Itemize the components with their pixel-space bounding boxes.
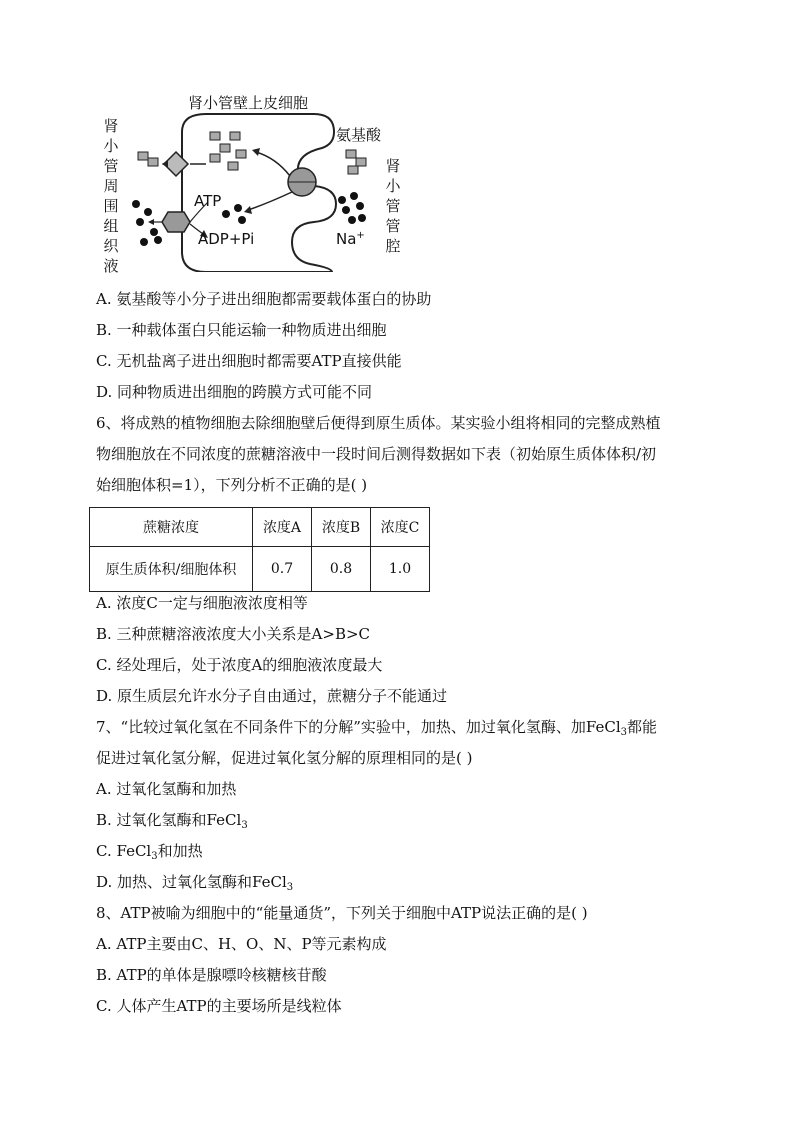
right-vertical-label: 肾小管管腔	[385, 157, 401, 255]
table-cell: 0.7	[253, 547, 312, 592]
q8-stem: 8、ATP被喻为细胞中的“能量通货”，下列关于细胞中ATP说法正确的是( )	[96, 904, 588, 922]
q7-option-a: A. 过氧化氢酶和加热	[96, 780, 237, 798]
table-header-row	[90, 508, 430, 547]
cell-diagram	[96, 92, 416, 272]
table-cell: 浓度A	[253, 508, 312, 547]
atpase-pump	[162, 212, 190, 232]
adp-label: ADP+Pi	[198, 230, 255, 248]
q6-stem-line1: 6、将成熟的植物细胞去除细胞壁后便得到原生质体。某实验小组将相同的完整成熟植	[96, 414, 661, 432]
table-cell: 浓度C	[371, 508, 430, 547]
table-row	[90, 547, 430, 592]
q5-option-c: C. 无机盐离子进出细胞时都需要ATP直接供能	[96, 352, 402, 370]
q7-option-d: D. 加热、过氧化氢酶和FeCl$_3$	[96, 873, 294, 893]
na-label: Na+	[336, 230, 365, 248]
q7-option-b: B. 过氧化氢酶和FeCl$_3$	[96, 811, 248, 831]
figure-top-label: 肾小管壁上皮细胞	[188, 94, 309, 112]
q6-option-c: C. 经处理后，处于浓度A的细胞液浓度最大	[96, 656, 383, 674]
left-vertical-label: 肾小管周围组织液	[103, 117, 119, 275]
q5-option-a: A. 氨基酸等小分子进出细胞都需要载体蛋白的协助	[96, 290, 432, 308]
q8-option-c: C. 人体产生ATP的主要场所是线粒体	[96, 997, 342, 1015]
table-cell: 蔗糖浓度	[90, 508, 253, 547]
table-cell: 1.0	[371, 547, 430, 592]
amino-acid-label: 氨基酸	[336, 126, 382, 144]
table-cell: 0.8	[312, 547, 371, 592]
table-cell: 原生质体积/细胞体积	[90, 547, 253, 592]
q6-option-d: D. 原生质层允许水分子自由通过，蔗糖分子不能通过	[96, 687, 448, 705]
q6-data-table	[89, 507, 430, 592]
transport-figure	[96, 92, 416, 275]
q7-stem-line1: 7、“比较过氧化氢在不同条件下的分解”实验中，加热、加过氧化氢酶、加FeCl$_3$都能	[96, 718, 658, 738]
q7-stem-line2: 促进过氧化氢分解，促进过氧化氢分解的原理相同的是( )	[96, 749, 473, 767]
table-cell: 浓度B	[312, 508, 371, 547]
q5-option-b: B. 一种载体蛋白只能运输一种物质进出细胞	[96, 321, 387, 339]
atp-label: ATP	[194, 192, 222, 210]
q6-option-b: B. 三种蔗糖溶液浓度大小关系是A>B>C	[96, 625, 371, 643]
q8-option-b: B. ATP的单体是腺嘌呤核糖核苷酸	[96, 966, 327, 984]
q5-option-d: D. 同种物质进出细胞的跨膜方式可能不同	[96, 383, 373, 401]
q6-stem-line2: 物细胞放在不同浓度的蔗糖溶液中一段时间后测得数据如下表（初始原生质体体积/初	[96, 445, 657, 463]
q6-stem-line3: 始细胞体积=1），下列分析不正确的是( )	[96, 476, 368, 494]
q7-option-c: C. FeCl$_3$和加热	[96, 842, 203, 862]
q8-option-a: A. ATP主要由C、H、O、N、P等元素构成	[96, 935, 387, 953]
q6-option-a: A. 浓度C一定与细胞液浓度相等	[96, 594, 308, 612]
